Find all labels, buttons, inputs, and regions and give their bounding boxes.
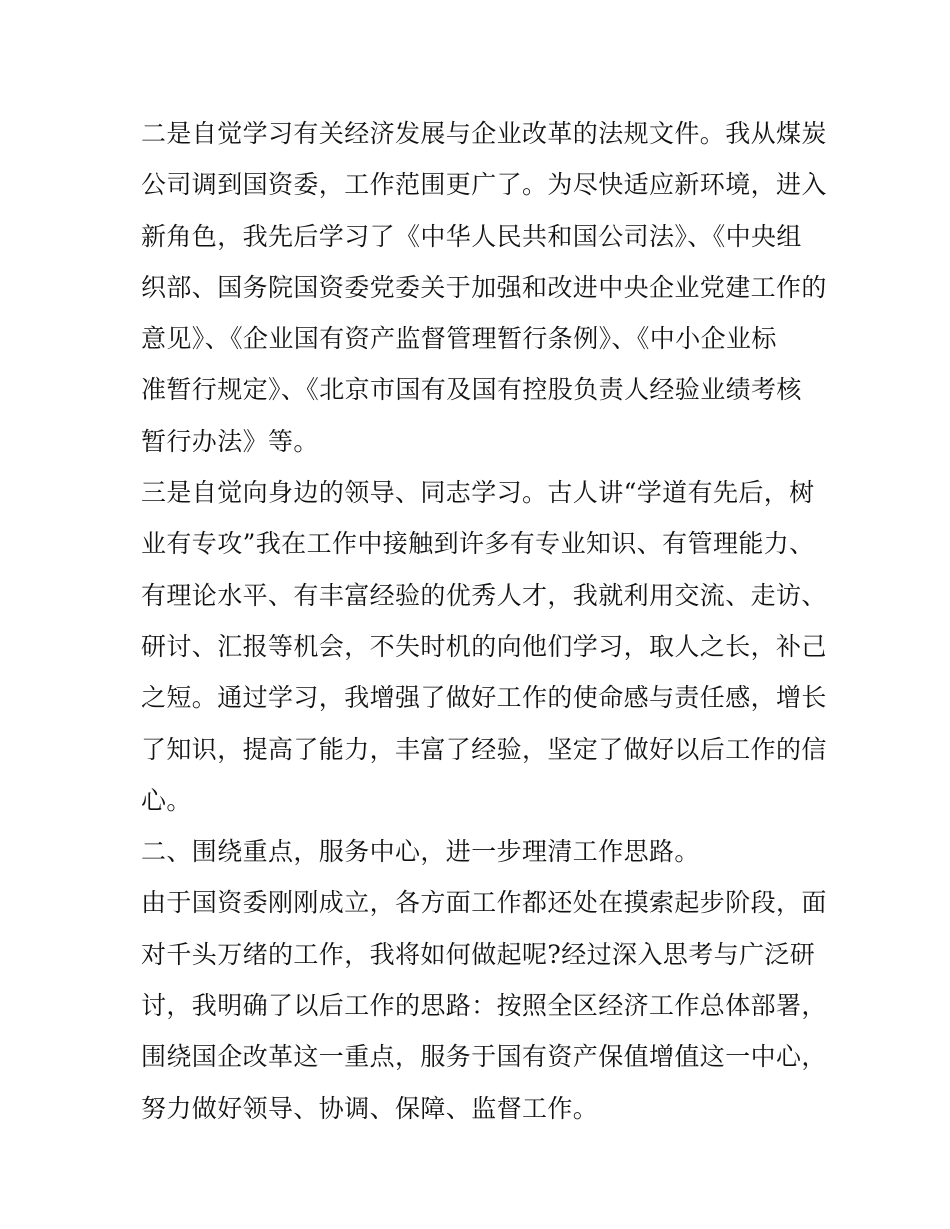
document-body [141,108,827,1134]
text-line: 三是自觉向身边的领导、同志学习。古人讲“学道有先后，树 [141,478,815,508]
text-line: 由于国资委刚刚成立，各方面工作都还处在摸索起步阶段，面 [141,888,827,918]
text-line: 讨，我明确了以后工作的思路：按照全区经济工作总体部署， [141,991,827,1021]
text-line: 有理论水平、有丰富经验的优秀人才，我就利用交流、走访、 [141,580,827,610]
text-line: 业有专攻”我在工作中接触到许多有专业知识、有管理能力、 [141,529,815,559]
text-line: 二是自觉学习有关经济发展与企业改革的法规文件。我从煤炭 [141,119,827,148]
text-line: 准暂行规定》、《北京市国有及国有控股负责人经验业绩考核 [141,375,802,405]
section-heading: 二、围绕重点，服务中心，进一步理清工作思路。 [141,837,700,867]
text-line: 研讨、汇报等机会，不失时机的向他们学习，取人之长，补己 [141,631,827,661]
text-line: 对千头万绪的工作，我将如何做起呢?经过深入思考与广泛研 [141,939,816,969]
text-line: 之短。通过学习，我增强了做好工作的使命感与责任感，增长 [141,683,827,713]
text-line: 新角色，我先后学习了《中华人民共和国公司法》、《中央组 [141,221,802,251]
text-line: 围绕国企改革这一重点，服务于国有资产保值增值这一中心， [141,1042,827,1072]
text-line: 暂行办法》等。 [141,426,319,456]
text-line: 公司调到国资委，工作范围更广了。为尽快适应新环境，进入 [141,170,827,200]
text-line: 努力做好领导、协调、保障、监督工作。 [141,1093,599,1123]
text-line: 织部、国务院国资委党委关于加强和改进中央企业党建工作的 [141,272,827,302]
text-line: 了知识，提高了能力，丰富了经验，坚定了做好以后工作的信 [141,734,827,764]
text-line: 意见》、《企业国有资产监督管理暂行条例》、《中小企业标 [141,324,777,354]
text-line: 心。 [141,785,192,815]
